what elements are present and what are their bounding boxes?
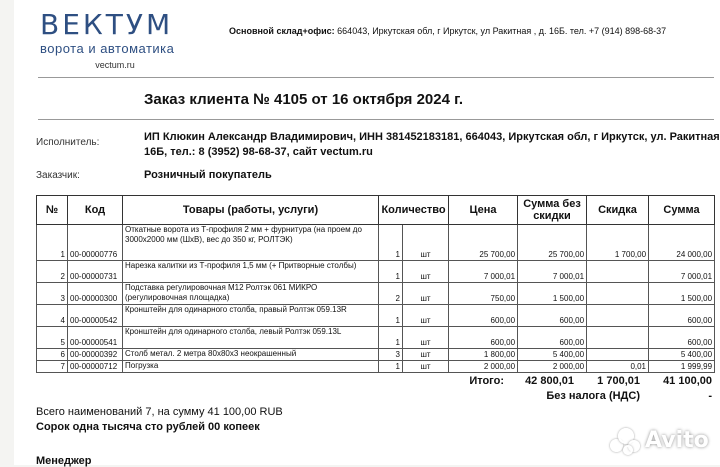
table-row <box>37 305 715 327</box>
cell-sum: 600,00 <box>649 305 715 327</box>
cell-sum-no-disc: 600,00 <box>518 327 587 349</box>
cell-sum-no-disc: 600,00 <box>518 305 587 327</box>
cell-name: Откатные ворота из Т-профиля 2 мм + фурнитура (на проем до 3000х2000 мм (ШхВ), вес до 350 кг, РОЛТЭК) <box>123 225 379 261</box>
cell-name: Нарезка калитки из Т-профиля 1,5 мм (+ Притворные столбы) <box>123 261 379 283</box>
cell-sum-no-disc: 5 400,00 <box>518 349 587 361</box>
cell-unit: шт <box>403 361 449 373</box>
cell-num: 2 <box>37 261 68 283</box>
logo-url: vectum.ru <box>95 60 135 70</box>
table-row <box>37 261 715 283</box>
table-row <box>37 327 715 349</box>
cell-name: Кронштейн для одинарного столба, левый Ролтэк 059.13L <box>123 327 379 349</box>
address-text: 664043, Иркутская обл, г Иркутск, ул Ракитная , д. 16Б. тел. +7 (914) 898-68-37 <box>334 26 667 36</box>
cell-sum-no-disc: 25 700,00 <box>518 225 587 261</box>
cell-code: 00-00000542 <box>68 305 123 327</box>
summary-words: Сорок одна тысяча сто рублей 00 копеек <box>36 421 260 433</box>
table-header-row <box>37 196 715 225</box>
address-label: Основной склад+офис: <box>229 26 335 36</box>
cell-unit: шт <box>403 327 449 349</box>
cell-discount <box>587 349 649 361</box>
cell-sum-no-disc: 7 000,01 <box>518 261 587 283</box>
cell-discount: 0,01 <box>587 361 649 373</box>
col-discount: Скидка <box>587 196 649 225</box>
cell-name: Погрузка <box>123 361 379 373</box>
cell-discount: 1 700,00 <box>587 225 649 261</box>
cell-discount <box>587 305 649 327</box>
cell-num: 4 <box>37 305 68 327</box>
cell-qty: 1 <box>379 225 403 261</box>
col-qty: Количество <box>379 196 449 225</box>
cell-name: Кронштейн для одинарного столба, правый Ролтэк 059.13R <box>123 305 379 327</box>
cell-code: 00-00000712 <box>68 361 123 373</box>
cell-unit: шт <box>403 225 449 261</box>
cell-price: 750,00 <box>449 283 518 305</box>
order-items-table <box>36 195 715 373</box>
col-price: Цена <box>449 196 518 225</box>
cell-sum: 24 000,00 <box>649 225 715 261</box>
col-sum: Сумма <box>649 196 715 225</box>
cell-qty: 3 <box>379 349 403 361</box>
total-sum: 41 100,00 <box>663 375 712 387</box>
cell-price: 2 000,00 <box>449 361 518 373</box>
office-address <box>229 26 666 36</box>
logo-name: ВЕКТУМ <box>40 8 174 41</box>
executor-value <box>144 130 720 160</box>
cell-name: Столб метал. 2 метра 80х80х3 неокрашенный <box>123 349 379 361</box>
table-row <box>37 225 715 261</box>
cell-code: 00-00000392 <box>68 349 123 361</box>
cell-num: 6 <box>37 349 68 361</box>
cell-num: 7 <box>37 361 68 373</box>
table-row <box>37 361 715 373</box>
col-code: Код <box>68 196 123 225</box>
cell-price: 600,00 <box>449 305 518 327</box>
logo-tagline: ворота и автоматика <box>40 41 175 56</box>
cell-qty: 1 <box>379 361 403 373</box>
customer-value: Розничный покупатель <box>144 169 272 181</box>
total-no-discount: 42 800,01 <box>525 375 574 387</box>
cell-qty: 2 <box>379 283 403 305</box>
cell-num: 3 <box>37 283 68 305</box>
avito-dots-icon <box>608 425 642 455</box>
executor-line-2: 16Б, тел.: 8 (3952) 98-68-37, сайт vectum.ru <box>144 146 373 158</box>
cell-sum: 7 000,01 <box>649 261 715 283</box>
header-divider <box>38 77 714 78</box>
table-row <box>37 283 715 305</box>
cell-sum: 1 500,00 <box>649 283 715 305</box>
vat-value: - <box>708 390 712 402</box>
watermark-text: Avito <box>645 427 709 453</box>
cell-sum: 1 999,99 <box>649 361 715 373</box>
cell-discount <box>587 327 649 349</box>
cell-unit: шт <box>403 261 449 283</box>
cell-sum-no-disc: 1 500,00 <box>518 283 587 305</box>
cell-discount <box>587 283 649 305</box>
executor-label: Исполнитель: <box>36 137 100 148</box>
total-label: Итого: <box>469 375 504 387</box>
cell-price: 600,00 <box>449 327 518 349</box>
vat-label: Без налога (НДС) <box>546 390 640 402</box>
total-discount: 1 700,01 <box>597 375 640 387</box>
cell-sum: 5 400,00 <box>649 349 715 361</box>
order-title: Заказ клиента № 4105 от 16 октября 2024 г. <box>144 91 464 108</box>
cell-code: 00-00000541 <box>68 327 123 349</box>
manager-label: Менеджер <box>36 455 92 467</box>
cell-code: 00-00000731 <box>68 261 123 283</box>
document-sheet <box>14 0 720 465</box>
cell-price: 1 800,00 <box>449 349 518 361</box>
cell-qty: 1 <box>379 261 403 283</box>
summary-count: Всего наименований 7, на сумму 41 100,00 RUB <box>36 406 283 418</box>
table-row <box>37 349 715 361</box>
col-goods: Товары (работы, услуги) <box>123 196 379 225</box>
cell-unit: шт <box>403 349 449 361</box>
col-sum-no-disc: Сумма без скидки <box>518 196 587 225</box>
cell-price: 25 700,00 <box>449 225 518 261</box>
cell-num: 1 <box>37 225 68 261</box>
cell-unit: шт <box>403 305 449 327</box>
cell-sum: 600,00 <box>649 327 715 349</box>
avito-watermark <box>608 422 720 458</box>
title-divider <box>38 119 714 120</box>
cell-code: 00-00000776 <box>68 225 123 261</box>
cell-unit: шт <box>403 283 449 305</box>
cell-qty: 1 <box>379 327 403 349</box>
cell-qty: 1 <box>379 305 403 327</box>
cell-num: 5 <box>37 327 68 349</box>
cell-name: Подставка регулировочная М12 Ролтэк 061 МИКРО (регулировочная площадка) <box>123 283 379 305</box>
executor-line-1: ИП Клюкин Александр Владимирович, ИНН 381452183181, 664043, Иркутская обл, г Иркутск, ул. Ракитная <box>144 131 720 143</box>
cell-discount <box>587 261 649 283</box>
customer-label: Заказчик: <box>36 170 80 181</box>
company-logo <box>40 10 200 70</box>
cell-price: 7 000,01 <box>449 261 518 283</box>
col-num: № <box>37 196 68 225</box>
cell-code: 00-00000300 <box>68 283 123 305</box>
cell-sum-no-disc: 2 000,00 <box>518 361 587 373</box>
